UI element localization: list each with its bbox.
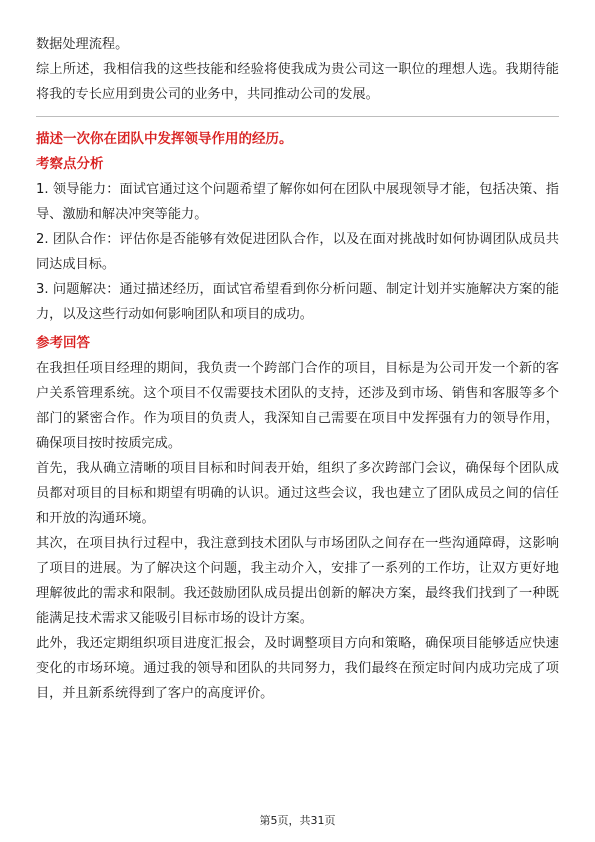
analysis-heading: 考察点分析 (36, 156, 104, 172)
page-number: 第5页，共31页 (259, 814, 336, 827)
answer-paragraph-1: 在我担任项目经理的期间，我负责一个跨部门合作的项目，目标是为公司开发一个新的客户关系管理系统。这个项目不仅需要技术团队的支持，还涉及到市场、销售和客服等多个部门的紧密合作。作为项目的负责人，我深知自己需要在项目中发挥强有力的领导作用，确保项目按时按质完成。 (36, 361, 559, 451)
interview-question: 描述一次你在团队中发挥领导作用的经历。 (36, 131, 293, 147)
analysis-item-2: 2. 团队合作：评估你是否能够有效促进团队合作，以及在面对挑战时如何协调团队成员共同达成目标。 (36, 232, 559, 272)
answer-heading: 参考回答 (36, 335, 90, 351)
answer-paragraph-4: 此外，我还定期组织项目进度汇报会，及时调整项目方向和策略，确保项目能够适应快速变化的市场环境。通过我的领导和团队的共同努力，我们最终在预定时间内成功完成了项目，并且新系统得到了客户的高度评价。 (36, 636, 559, 701)
section-divider (36, 116, 559, 117)
prev-answer-tail: 数据处理流程。 (36, 37, 129, 52)
analysis-item-1: 1. 领导能力：面试官通过这个问题希望了解你如何在团队中展现领导才能，包括决策、指导、激励和解决冲突等能力。 (36, 182, 559, 222)
prev-answer-conclusion: 综上所述，我相信我的这些技能和经验将使我成为贵公司这一职位的理想人选。我期待能将我的专长应用到贵公司的业务中，共同推动公司的发展。 (36, 62, 559, 102)
page-content (36, 32, 559, 706)
answer-paragraph-3: 其次，在项目执行过程中，我注意到技术团队与市场团队之间存在一些沟通障碍，这影响了项目的进展。为了解决这个问题，我主动介入，安排了一系列的工作坊，让双方更好地理解彼此的需求和限制。我还鼓励团队成员提出创新的解决方案，最终我们找到了一种既能满足技术需求又能吸引目标市场的设计方案。 (36, 536, 559, 626)
answer-paragraph-2: 首先，我从确立清晰的项目目标和时间表开始，组织了多次跨部门会议，确保每个团队成员都对项目的目标和期望有明确的认识。通过这些会议，我也建立了团队成员之间的信任和开放的沟通环境。 (36, 461, 559, 526)
analysis-item-3: 3. 问题解决：通过描述经历，面试官希望看到你分析问题、制定计划并实施解决方案的能力，以及这些行动如何影响团队和项目的成功。 (36, 282, 559, 322)
